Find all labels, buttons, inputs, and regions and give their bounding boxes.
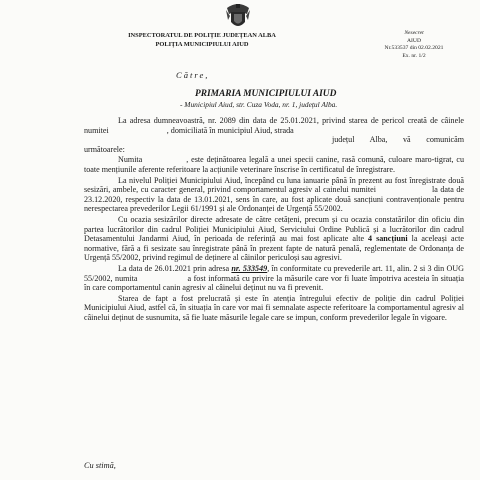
p3-text-a: La nivelul Poliției Municipiului Aiud, începând cu luna ianuarie până în prezent au fost înregistrate două sesizări, ambele, cu caracter general, privind comportamentul agresiv al cainelui numitei	[84, 175, 464, 195]
paragraph-1	[84, 116, 464, 154]
issuer-line-2: POLIȚIA MUNICIPIULUI AIUD	[155, 40, 249, 48]
recipient-name: PRIMARIA MUNICIPIULUI AIUD	[195, 89, 337, 99]
p1-text-b: , domiciliată în municipiul Aiud, strada	[166, 125, 294, 135]
registration-block	[374, 30, 454, 60]
coat-of-arms-icon	[224, 2, 252, 32]
p4-text-a: Cu ocazia sesizărilor directe adresate de către cetățeni, precum și cu ocazia constatărilor din oficiu din partea lucrătorilor din cadrul Poliției Municipiului Aiud, Serviciului Ordine Publică și a lucrătorilor din cadrul Detasamentului Jandarmi Aiud, în perioada de referință au mai fost aplicate alte	[84, 214, 464, 244]
p5-text-a: La data de 26.01.2021 prin adresa	[118, 263, 230, 273]
p2-text-a: Numita	[118, 155, 143, 165]
classification-label: Nesecret	[404, 30, 424, 36]
p4-text-b: la aceleași acte normative, fără a fi sesizate sau înregistrate până în prezent fapte de natură penală, reglementate de Ordonanța de Urgență 55/2002, privind regimul de deținere al câinilor periculoși sau agresivi.	[84, 234, 465, 263]
letter-body	[84, 116, 464, 323]
p5-text-b: , în conformitate cu prevederile art. 11, alin. 2 si 3 din OUG 55/2002, numita	[84, 263, 464, 283]
p1-text-c: județul Alba, vă comunicăm următoarele:	[84, 135, 464, 154]
paragraph-4	[84, 215, 464, 263]
locality-label: AIUD	[407, 37, 421, 44]
p3-text-b: la data de 23.12.2020, respectiv la data de 13.01.2021, sens în care, au fost aplicate două sancțiuni contravenționale pentru nerespectarea prevederilor Legii 61/1991 și ale Ordonanței de Urgență 55/2002.	[84, 185, 464, 214]
issuer-header	[92, 32, 312, 49]
p6-text: Starea de fapt a fost prelucrată și este în atenția întregului efectiv de poliție din cadrul Poliției Municipiului Aiud, astfel că, în situația în care vor mai fi semnalate aspecte referitoare la comportamentul agresiv al câinelui deținut de susnumita, să fie luate măsurile legale care se impun, conform prevederilor legale în vigoare.	[84, 293, 464, 322]
paragraph-2	[84, 155, 464, 174]
p2-text-b: , este deținătoarea legală a unei specii canine, rasă comună, culoare maro-tigrat, cu toate mențiunile aferente referitoare la acțiunile veterinare înscrise în certificatul de înregistrare.	[84, 155, 464, 174]
paragraph-3	[84, 176, 464, 214]
copy-number: Ex. nr. 1/2	[402, 52, 426, 59]
issuer-line-1: INSPECTORATUL DE POLIȚIE JUDEȚEAN ALBA	[128, 32, 276, 39]
salutation-to: Către,	[176, 70, 210, 80]
paragraph-6	[84, 294, 464, 323]
registration-number: Nr.533537 din 02.02.2021	[384, 45, 444, 52]
paragraph-5	[84, 264, 464, 293]
sanctions-count: 4 sancțiuni	[368, 234, 408, 244]
address-reference: nr. 533549	[231, 263, 268, 273]
recipient-address: - Municipiul Aiud, str. Cuza Voda, nr. 1, județul Alba.	[180, 100, 338, 109]
p5-text-c: a fost informată cu privire la măsurile care vor fi luate împotriva acesteia în situația în care comportamentul canin agresiv al câinelui deținut nu va fi prevenit.	[84, 273, 464, 293]
p1-text-a: La adresa dumneavoastră, nr. 2089 din data de 25.01.2021, privind starea de pericol creată de câinele numitei	[84, 116, 464, 135]
closing-salutation: Cu stimă,	[84, 461, 116, 470]
recipient-block	[180, 88, 465, 109]
